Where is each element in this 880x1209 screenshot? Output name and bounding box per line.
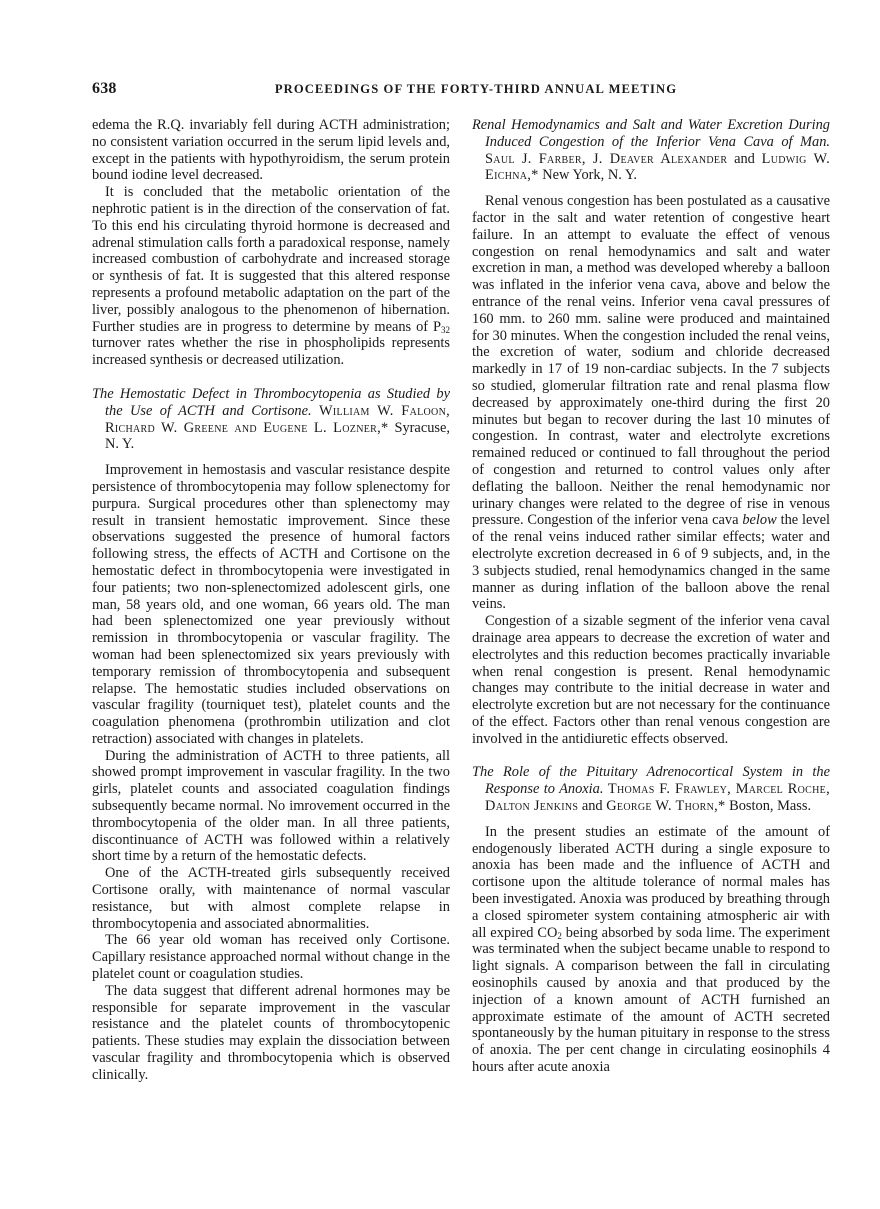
abstract-title: The Hemostatic Defect in Thrombocytopenia as Studied by the Use of ACTH and Cortisone. — [92, 385, 450, 419]
abstract-paragraph: Congestion of a sizable segment of the inferior vena caval drainage area appears to decrease the excretion of water and electrolytes and this reduction becomes practically invariable when renal congestion is present. Renal hemodynamic changes may contribute to the initial decrease in water and electrolyte excretion but are not necessary for the continuance of the effect. Factors other than renal venous congestion are involved in the antidiuretic effects observed. — [472, 613, 830, 747]
abstract-paragraph: One of the ACTH-treated girls subsequently received Cortisone orally, with maintenance of normal vascular resistance, but with almost complete relapse in thrombocytopenia and associated abnormalities. — [92, 865, 450, 932]
abstract-paragraph — [472, 193, 830, 613]
abstract-location: Syracuse, N. Y. — [105, 419, 450, 453]
abstract-heading-pituitary-anoxia — [472, 764, 830, 814]
abstract-location: Boston, Mass. — [725, 798, 812, 815]
text-run: In the present studies an estimate of the amount of endogenously liberated ACTH during a single exposure to anoxia has been made and the influence of ACTH and cortisone upon the altitude tolerance of normal males has been investigated. Anoxia was produced by breathing through a closed spirometer system containing atmospheric air with all expired CO — [472, 823, 830, 941]
abstract-authors-last: Ludwig W. Eichna,* — [485, 150, 830, 184]
chemical-subscript: 2 — [557, 930, 562, 941]
abstract-paragraph: During the administration of ACTH to three patients, all showed prompt improvement in vascular fragility. In the two girls, platelet counts and associated coagulation findings subsequently became normal. No imrovement occurred in the thrombocytopenia of the older man. In all three patients, discontinuance of ACTH was followed within a relatively short time by a return of the hemostatic defects. — [92, 747, 450, 865]
text-run: Renal venous congestion has been postulated as a causative factor in the salt and water retention of congestive heart failure. In an attempt to evaluate the effect of venous congestion on renal hemodynamics and salt and water excretion in man, a method was developed whereby a balloon was inflated in the inferior vena cava, above and below the entrance of the renal veins. Inferior vena caval pressures of 160 mm. to 260 mm. saline were produced and maintained for 30 minutes. When the congestion included the renal veins, the excretion of water, sodium and chloride decreased markedly in 17 of 19 non-cardiac subjects. In the 7 subjects so studied, glomerular filtration rate and renal plasma flow decreased by approximately one-third during the first 20 minutes but began to recover during the last 10 minutes of congestion. In contrast, water and electrolyte excretions remained reduced or continued to fall throughout the period of congestion and returned to control values only after deflating the balloon. Neither the renal hemodynamic nor urinary changes were related to the degree of rise in venous pressure. Congestion of the inferior vena cava — [472, 193, 830, 529]
abstract-paragraph — [472, 824, 830, 1076]
emphasis-text: below — [742, 512, 777, 529]
authors-conjunction: and — [727, 150, 762, 167]
abstract-authors: William W. Faloon, Richard W. Greene and Eugene L. Lozner,* — [105, 402, 450, 436]
abstract-authors-last: George W. Thorn,* — [606, 798, 726, 815]
abstract-title: The Role of the Pituitary Adrenocortical System in the Response to Anoxia. — [472, 764, 830, 798]
running-head — [92, 80, 830, 100]
left-column — [92, 117, 450, 1084]
abstract-authors: Thomas F. Frawley, Marcel Roche, Dalton Jenkins — [485, 781, 830, 815]
isotope-subscript: 32 — [441, 324, 450, 335]
abstract-heading-renal-hemodynamics — [472, 117, 830, 184]
right-column — [472, 117, 830, 1076]
abstract-paragraph: Improvement in hemostasis and vascular resistance despite persistence of thrombocytopenia may follow splenectomy for purpura. Surgical procedures other than splenectomy may result in transient hemostatic improvement. Since these observations suggested the presence of humoral factors following stress, the effects of ACTH and Cortisone on the hemostatic defect in thrombocytopenia were investigated in four patients; two non-splenectomized adolescent girls, one man, 58 years old, and one woman, 66 years old. The man had been splenectomized one year previously without remission in thrombocytopenia or vascular fragility. The woman had been splenectomized six years previously with temporary remission of thrombocytopenia and subsequent relapse. The hemostatic studies included observations on vascular fragility (tourniquet test), platelet counts and the coagulation phenomena (prothrombin utilization and clot retraction) associated with changes in platelets. — [92, 462, 450, 747]
abstract-title: Renal Hemodynamics and Salt and Water Excretion During Induced Congestion of the Inferior Vena Cava of Man. — [472, 117, 830, 150]
text-run: being absorbed by soda lime. The experiment was terminated when the subject became unable to respond to light signals. A comparison between the fall in circulating eosinophils caused by anoxia and that produced by the injection of a known amount of ACTH furnished an approximate estimate of the amount of ACTH secreted spontaneously by the human pituitary in response to the stress of anoxia. The per cent change in circulating eosinophils 4 hours after acute anoxia — [472, 924, 831, 1076]
abstract-paragraph: The 66 year old woman has received only Cortisone. Capillary resistance approached normal without change in the platelet count or coagulation studies. — [92, 932, 450, 983]
abstract-paragraph: The data suggest that different adrenal hormones may be responsible for separate improvement in the vascular resistance and the platelet counts of thrombocytopenic patients. These studies may explain the dissociation between vascular fragility and thrombocytopenia which is observed clinically. — [92, 982, 450, 1083]
continued-paragraph-1: edema the R.Q. invariably fell during ACTH administration; no consistent variation occurred in the serum lipid levels and, except in the patients with hypothyroidism, the serum protein bound iodine level decreased. — [92, 117, 450, 184]
abstract-heading-hemostatic-defect — [92, 386, 450, 453]
abstract-location: New York, N. Y. — [538, 167, 638, 184]
text-run: It is concluded that the metabolic orientation of the nephrotic patient is in the direction of the conservation of fat. To this end his circulating thyroid hormone is decreased and adrenal stimulation calls forth a paradoxical response, namely increased combustion of carbohydrate and increased storage or synthesis of fat. It is suggested that this altered response represents a profound metabolic adaptation on the part of the liver, possibly analogous to the phenomenon of hibernation. Further studies are in progress to determine by means of P — [92, 184, 450, 335]
page-number: 638 — [92, 80, 117, 97]
text-run: the level of the renal veins induced rather similar effects; water and electrolyte excretion decreased in 6 of 9 subjects, and, in the 3 subjects studied, renal hemodynamics changed in the same manner as during inflation of the balloon above the renal veins. — [472, 512, 830, 613]
abstract-authors: Saul J. Farber, J. Deaver Alexander — [485, 150, 728, 167]
running-header-title: PROCEEDINGS OF THE FORTY-THIRD ANNUAL MEETING — [274, 82, 678, 96]
continued-paragraph-2 — [92, 184, 450, 369]
authors-conjunction: and — [578, 798, 607, 815]
text-run: turnover rates whether the rise in phospholipids represents increased synthesis or decreased utilization. — [92, 335, 450, 369]
